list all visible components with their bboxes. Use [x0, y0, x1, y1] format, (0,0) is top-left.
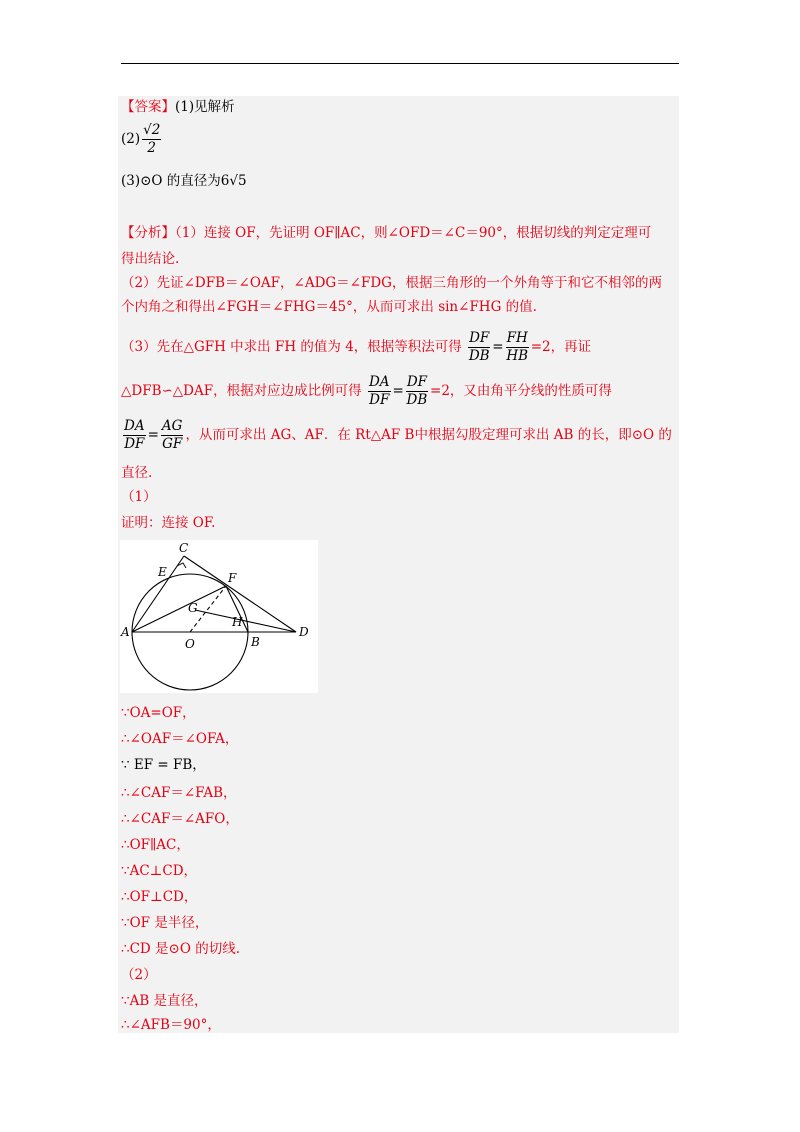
step-6: ∴OF∥AC，	[121, 837, 190, 853]
analysis-line-3: （2）先证∠DFB＝∠OAF，∠ADG＝∠FDG，根据三角形的一个外角等于和它不相邻的两	[121, 275, 662, 291]
geometry-figure	[120, 540, 318, 693]
step-7: ∵AC⊥CD，	[121, 863, 198, 879]
line-af	[132, 586, 226, 632]
label-f: F	[228, 571, 237, 585]
step-4: ∴∠CAF＝∠FAB，	[121, 785, 237, 801]
solution-proof-intro: 证明：连接 OF.	[121, 515, 216, 531]
label-a: A	[121, 625, 130, 639]
circle-tangent-diagram	[120, 540, 318, 693]
answer-fraction: $\frac{√2}{2}$	[143, 122, 161, 156]
label-b: B	[251, 635, 260, 649]
step-2-1: ∵AB 是直径，	[121, 993, 208, 1009]
label-d: D	[299, 625, 309, 639]
analysis-line-2: 得出结论.	[121, 251, 180, 267]
line-gd	[195, 610, 296, 632]
answer-line-1: 【答案】(1)见解析	[121, 99, 235, 115]
step-10: ∴CD 是⊙O 的切线.	[121, 941, 240, 957]
step-1: ∵OA=OF，	[121, 705, 196, 721]
analysis-line-5: （3）先在△GFH 中求出 FH 的值为 4，根据等积法可得 $\frac{DF}{DB}$ = $\frac{FH}{HB}$ =2，再证	[121, 330, 592, 364]
answer-line-3: (3)⊙O 的直径为6√5	[121, 173, 247, 189]
step-3: ∵ EF = FB，	[121, 757, 206, 773]
analysis-line-6: △DFB∽△DAF，根据对应边成比例可得 $\frac{DA}{DF}$ = $\frac{DF}{DB}$ =2，又由角平分线的性质可得	[121, 374, 612, 408]
analysis-line-1: 【分析】（1）连接 OF，先证明 OF∥AC，则∠OFD＝∠C＝90°，根据切线的判定定理可	[121, 225, 652, 241]
step-8: ∴OF⊥CD，	[121, 889, 198, 905]
label-c: C	[179, 541, 189, 555]
analysis-line-7: $\frac{DA}{DF}$ = $\frac{AG}{GF}$ ，从而可求出 AG、AF．在 Rt△AF B中根据勾股定理可求出 AB 的长，即⊙O 的	[124, 418, 672, 452]
step-9: ∵OF 是半径，	[121, 915, 209, 931]
label-g: G	[188, 601, 198, 615]
solution-part2-label: （2）	[121, 967, 157, 983]
step-5: ∴∠CAF＝∠AFO，	[121, 811, 239, 827]
step-2: ∴∠OAF＝∠OFA，	[121, 731, 239, 747]
answer-line-2: (2) $\frac{√2}{2}$	[121, 122, 161, 156]
step-2-2: ∴∠AFB＝90°，	[121, 1017, 221, 1033]
analysis-line-8: 直径.	[121, 465, 153, 481]
solution-part1-label: （1）	[121, 489, 157, 505]
header-rule	[121, 63, 679, 64]
label-o: O	[185, 637, 195, 651]
label-e: E	[158, 565, 167, 579]
analysis-line-4: 个内角之和得出∠FGH＝∠FHG＝45°，从而可求出 sin∠FHG 的值.	[121, 299, 537, 315]
label-h: H	[232, 615, 243, 629]
